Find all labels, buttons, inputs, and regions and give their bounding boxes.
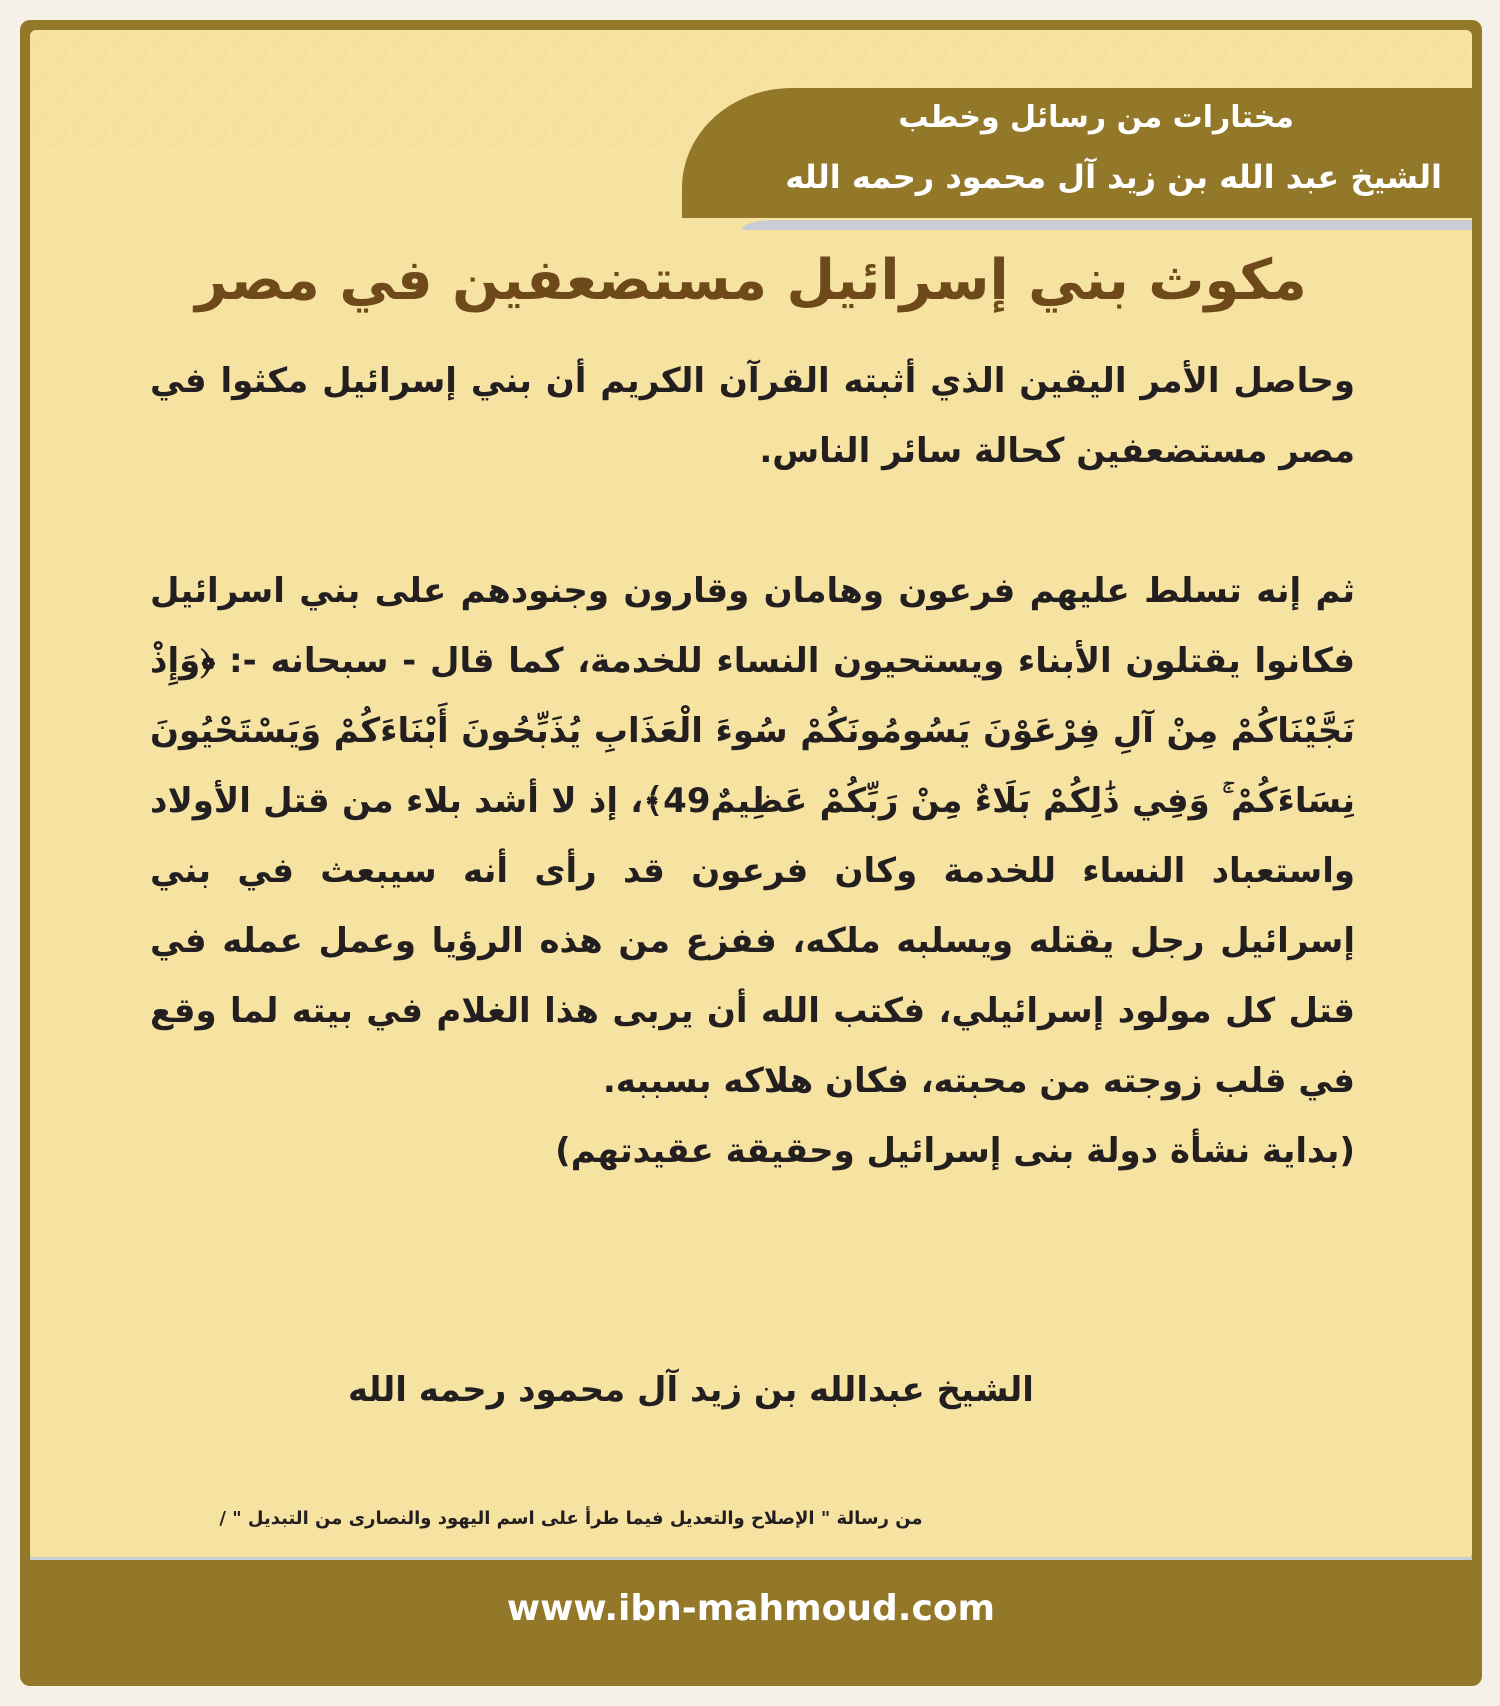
article-title: مكوث بني إسرائيل مستضعفين في مصر	[195, 248, 1307, 313]
divider-line	[30, 1557, 1472, 1560]
content-card	[30, 30, 1472, 1560]
author-signature: الشيخ عبدالله بن زيد آل محمود رحمه الله	[348, 1370, 1034, 1410]
paragraph-1: وحاصل الأمر اليقين الذي أثبته القرآن الكريم أن بني إسرائيل مكثوا في مصر مستضعفين كحالة سائر الناس.	[150, 361, 1355, 471]
source-reference: (بداية نشأة دولة بنى إسرائيل وحقيقة عقيدتهم)	[555, 1131, 1355, 1171]
website-link[interactable]: www.ibn-mahmoud.com	[506, 1588, 996, 1629]
header-band-shadow	[742, 220, 1472, 230]
source-footnote: من رسالة " الإصلاح والتعديل فيما طرأ على اسم اليهود والنصارى من التبديل " /	[219, 1508, 923, 1529]
author-name-header: الشيخ عبد الله بن زيد آل محمود رحمه الله	[785, 158, 1442, 196]
article-body	[150, 346, 1355, 1186]
paragraph-2: ثم إنه تسلط عليهم فرعون وهامان وقارون وجنودهم على بني اسرائيل فكانوا يقتلون الأبناء ويستحيون النساء للخدمة، كما قال - سبحانه -: ﴿وَإِذْ نَجَّيْنَاكُمْ مِنْ آلِ فِرْعَوْنَ يَسُومُونَكُمْ سُوءَ الْعَذَابِ يُذَبِّحُونَ أَبْنَاءَكُمْ وَيَسْتَحْيُونَ نِسَاءَكُمْ ۚ وَفِي ذَٰلِكُمْ بَلَاءٌ مِنْ رَبِّكُمْ عَظِيمٌ49﴾، إذ لا أشد بلاء من قتل الأولاد واستعباد النساء للخدمة وكان فرعون قد رأى أنه سيبعث في بني إسرائيل رجل يقتله ويسلبه ملكه، ففزع من هذه الرؤيا وعمل عمله في قتل كل مولود إسرائيلي، فكتب الله أن يربى هذا الغلام في بيته لما وقع في قلب زوجته من محبته، فكان هلاكه بسببه.	[150, 571, 1355, 1101]
series-title: مختارات من رسائل وخطب	[898, 100, 1294, 135]
